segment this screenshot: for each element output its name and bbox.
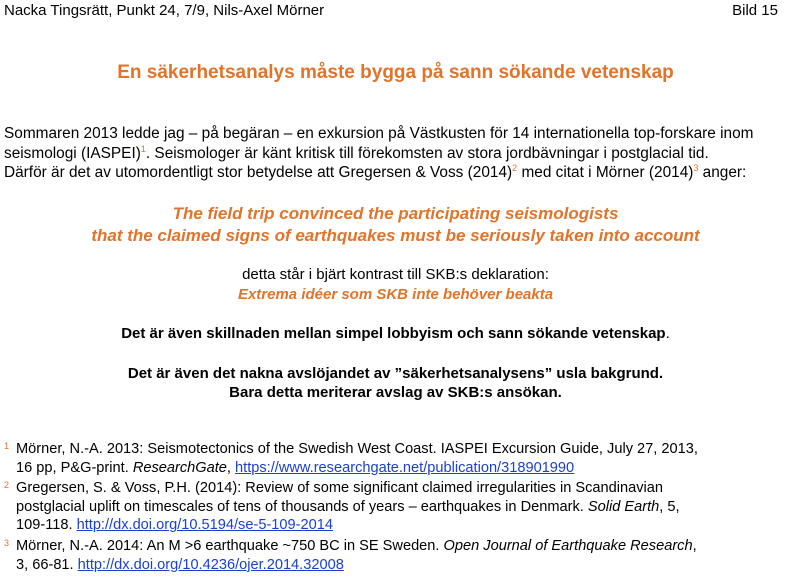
references-list [4, 440, 790, 576]
intro-line-3-text-a: Därför är det av utomordentligt stor betydelse att Gregersen & Voss (2014) [4, 164, 513, 181]
intro-line-2-text-a: seismologi (IASPEI) [4, 144, 141, 162]
reference-2-volume: , 5, [659, 498, 680, 515]
intro-line-1: Sommaren 2013 ledde jag – på begäran – en exkursion på Västkusten för 14 internationella top-forskare inom [4, 125, 754, 142]
reference-2-text: postglacial uplift on timescales of tens of thousands of years – earthquakes in Denmark. [16, 498, 588, 515]
reference-1-sep: , [226, 459, 236, 476]
reference-2-line-2 [16, 498, 790, 517]
reference-item-3 [4, 537, 790, 574]
contrast-line-1: detta står i bjärt kontrast till SKB:s deklaration: [242, 266, 549, 283]
quote-line-2: that the claimed signs of earthquakes must be seriously taken into account [91, 226, 700, 245]
reference-1-journal: ResearchGate [132, 459, 227, 476]
reference-2-journal: Solid Earth [587, 498, 660, 515]
statement-lobbyism-period: . [665, 325, 670, 342]
contrast-line-2: Extrema idéer som SKB inte behöver beakta [237, 286, 554, 303]
reference-3-link[interactable]: http://dx.doi.org/10.4236/ojer.2014.32008 [77, 556, 344, 573]
reference-1-link[interactable]: https://www.researchgate.net/publication/318901990 [235, 459, 575, 476]
reference-number: 2 [4, 480, 10, 491]
footnote-marker-2: 2 [512, 163, 518, 173]
intro-line-3-text-b: med citat i Mörner (2014) [517, 164, 694, 181]
intro-paragraph [4, 124, 790, 183]
highlighted-quote [0, 203, 791, 247]
reference-1-line-2 [16, 459, 790, 478]
reference-3-journal: Open Journal of Earthquake Research [443, 537, 693, 554]
reference-2-line-3 [16, 516, 790, 535]
intro-line-3-text-c: anger: [698, 164, 747, 181]
intro-line-3 [4, 163, 790, 183]
statement-conclusion [0, 364, 791, 402]
statement-lobbyism-text: Det är även skillnaden mellan simpel lobbyism och sann sökande vetenskap [121, 325, 666, 342]
reference-1-text: 16 pp, P&G-print. [16, 459, 133, 476]
slide-header-left: Nacka Tingsrätt, Punkt 24, 7/9, Nils-Axel Mörner [4, 2, 325, 19]
statement-lobbyism [0, 325, 791, 342]
reference-2-pages: 109-118. [16, 517, 77, 534]
reference-3-text: Mörner, N.-A. 2014: An M >6 earthquake ~750 BC in SE Sweden. [16, 537, 444, 554]
intro-line-2 [4, 144, 790, 164]
reference-item-2 [4, 479, 790, 535]
statement-conclusion-line-1: Det är även det nakna avslöjandet av ”säkerhetsanalysens” usla bakgrund. [127, 365, 664, 382]
slide-title: En säkerhetsanalys måste bygga på sann sökande vetenskap [117, 62, 674, 83]
reference-3-line-2 [16, 556, 790, 575]
reference-2-line-1: Gregersen, S. & Voss, P.H. (2014): Review of some significant claimed irregularities in Scandinavian [16, 480, 664, 497]
contrast-block [0, 265, 791, 305]
quote-line-1: The field trip convinced the participating seismologists [172, 204, 619, 223]
reference-number: 3 [4, 537, 10, 548]
intro-line-2-text-b: . Seismologer är känt kritisk till förekomsten av stora jordbävningar i postglacial tid. [145, 144, 709, 162]
reference-2-link[interactable]: http://dx.doi.org/10.5194/se-5-109-2014 [76, 517, 333, 534]
footnote-marker-1: 1 [140, 143, 146, 154]
footnote-marker-3: 3 [693, 163, 699, 173]
reference-3-line-1 [16, 537, 790, 556]
statement-conclusion-line-2: Bara detta meriterar avslag av SKB:s ansökan. [229, 384, 562, 401]
slide-number: Bild 15 [732, 2, 778, 19]
reference-number: 1 [4, 441, 10, 451]
reference-3-pages: 3, 66-81. [16, 556, 78, 573]
reference-1-line-1: Mörner, N.-A. 2013: Seismotectonics of the Swedish West Coast. IASPEI Excursion Guide, July 27, 2013, [16, 441, 698, 457]
reference-item-1 [4, 440, 790, 477]
reference-3-sep: , [692, 537, 697, 554]
